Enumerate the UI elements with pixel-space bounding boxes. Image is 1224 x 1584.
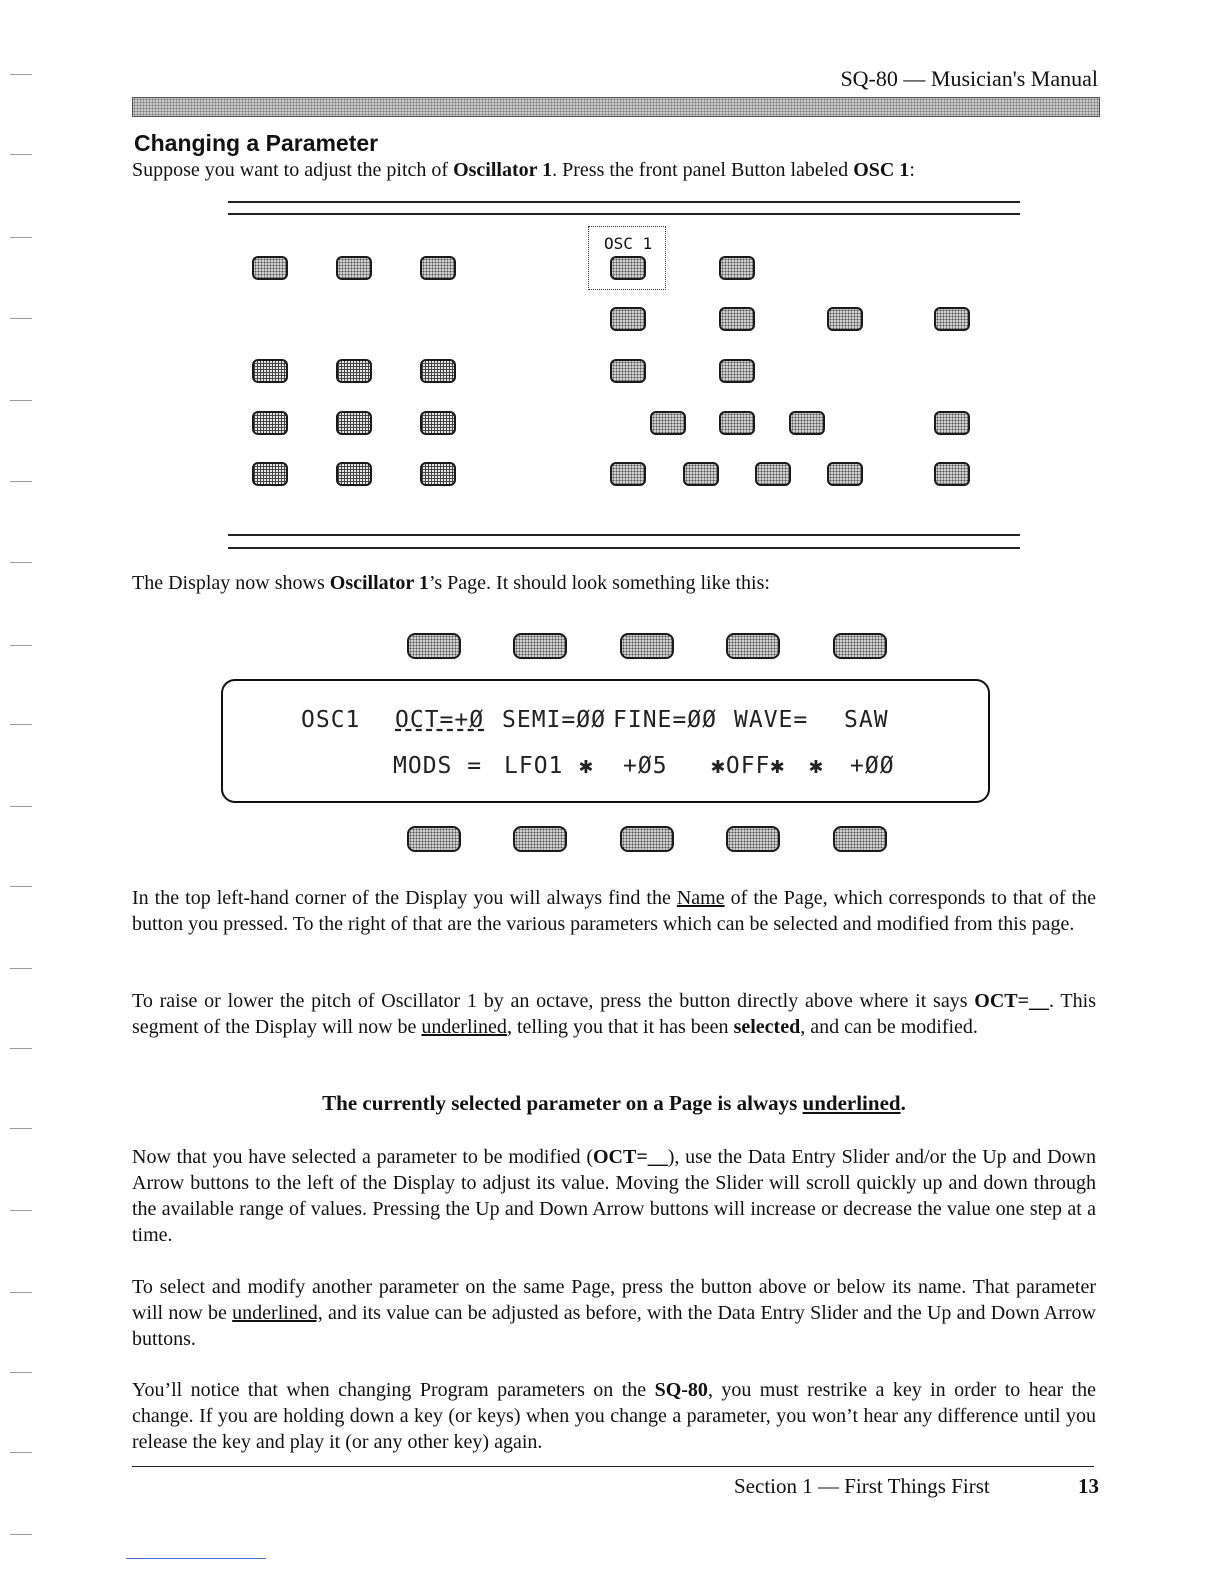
panel-button[interactable]: [252, 411, 288, 435]
margin-tick: [10, 562, 32, 563]
lcd-page-name: OSC1: [301, 707, 361, 733]
panel-button[interactable]: [252, 256, 288, 280]
display-soft-button-bottom[interactable]: [620, 826, 674, 852]
margin-tick: [10, 318, 32, 319]
panel-button[interactable]: [336, 359, 372, 383]
panel-button[interactable]: [336, 462, 372, 486]
lcd-oct-param: OCT=+Ø: [395, 707, 485, 733]
display-soft-button-bottom[interactable]: [513, 826, 567, 852]
lcd-mod-amount-1: +Ø5: [623, 753, 668, 779]
display-soft-button-bottom[interactable]: [833, 826, 887, 852]
display-soft-button-bottom[interactable]: [726, 826, 780, 852]
panel-top-rule-1: [228, 201, 1020, 203]
paragraph-restrike: You’ll notice that when changing Program parameters on the SQ-80, you must restrike a key in order to hear the change. If you are holding down a key (or keys) when you change a parameter, you won’t hear any difference until you release the key and play it (or any other key) again.: [132, 1379, 1096, 1453]
panel-button[interactable]: [934, 462, 970, 486]
panel-button[interactable]: [719, 307, 755, 331]
margin-tick: [10, 968, 32, 969]
panel-top-rule-2: [228, 213, 1020, 215]
lcd-mod-amount-2: +ØØ: [850, 753, 895, 779]
panel-button[interactable]: [336, 411, 372, 435]
page-number: 13: [1078, 1474, 1099, 1498]
paragraph-page-name: In the top left-hand corner of the Display you will always find the Name of the Page, which corresponds to that of the button you pressed. To the right of that are the various parameters which can be selected and modified from this page.: [132, 887, 1096, 935]
panel-button[interactable]: [420, 256, 456, 280]
paragraph-other-parameter: To select and modify another parameter on the same Page, press the button above or below its name. That parameter will now be underlined, and its value can be adjusted as before, with the Data Entry Slider and the Up and Down Arrow buttons.: [132, 1276, 1097, 1350]
paragraph-data-entry: Now that you have selected a parameter to be modified (OCT=__), use the Data Entry Slider and/or the Up and Down Arrow buttons to the left of the Display to adjust its value. Moving the Slider will scroll quickly up and down through the available range of values. Pressing the Up and Down Arrow buttons will increase or decrease the value one step at a time.: [132, 1146, 1097, 1246]
margin-tick: [10, 74, 32, 75]
panel-button[interactable]: [934, 411, 970, 435]
display-soft-button-top[interactable]: [407, 633, 461, 659]
osc1-button[interactable]: [610, 256, 646, 280]
lcd-display: [221, 679, 990, 803]
panel-bottom-rule-1: [228, 534, 1020, 536]
running-head: SQ-80 — Musician's Manual: [840, 66, 1098, 91]
panel-button[interactable]: [683, 462, 719, 486]
margin-tick: [10, 1372, 32, 1373]
lcd-wave-param: WAVE=: [734, 707, 809, 733]
intro-paragraph: Suppose you want to adjust the pitch of Oscillator 1. Press the front panel Button labeled OSC 1:: [132, 159, 915, 181]
panel-button[interactable]: [420, 411, 456, 435]
panel-button[interactable]: [719, 359, 755, 383]
panel-button[interactable]: [252, 462, 288, 486]
display-soft-button-top[interactable]: [620, 633, 674, 659]
margin-tick: [10, 1048, 32, 1049]
margin-tick: [10, 1210, 32, 1211]
panel-button[interactable]: [610, 462, 646, 486]
margin-tick: [10, 1292, 32, 1293]
paragraph-select-oct: To raise or lower the pitch of Oscillator 1 by an octave, press the button directly above where it says OCT=__. This segment of the Display will now be underlined, telling you that it has been selected, and can be modified.: [132, 990, 1096, 1038]
lcd-mod-source-1: LFO1: [504, 753, 564, 779]
panel-button[interactable]: [336, 256, 372, 280]
panel-button[interactable]: [827, 307, 863, 331]
display-soft-button-top[interactable]: [726, 633, 780, 659]
panel-button[interactable]: [719, 411, 755, 435]
margin-tick: [10, 1128, 32, 1129]
panel-button[interactable]: [610, 359, 646, 383]
lcd-mods-label: MODS =: [393, 753, 483, 779]
margin-tick: [10, 1452, 32, 1453]
lcd-wave-value: SAW: [844, 707, 889, 733]
display-intro-paragraph: The Display now shows Oscillator 1’s Page. It should look something like this:: [132, 572, 770, 594]
display-soft-button-bottom[interactable]: [407, 826, 461, 852]
display-soft-button-top[interactable]: [833, 633, 887, 659]
panel-button[interactable]: [610, 307, 646, 331]
panel-button[interactable]: [420, 359, 456, 383]
footer-section-title: Section 1 — First Things First: [734, 1474, 990, 1498]
panel-button[interactable]: [420, 462, 456, 486]
section-heading: Changing a Parameter: [134, 130, 379, 156]
margin-tick: [10, 724, 32, 725]
display-soft-button-top[interactable]: [513, 633, 567, 659]
panel-button[interactable]: [719, 256, 755, 280]
margin-tick: [10, 645, 32, 646]
bottom-edge-line: [126, 1558, 266, 1559]
header-bar: [132, 97, 1100, 117]
panel-button[interactable]: [827, 462, 863, 486]
panel-button[interactable]: [252, 359, 288, 383]
callout-note: The currently selected parameter on a Page is always underlined.: [322, 1091, 906, 1115]
lcd-fine-param: FINE=ØØ: [613, 707, 717, 733]
footer-rule: [132, 1466, 1094, 1467]
panel-button[interactable]: [934, 307, 970, 331]
lcd-star-icon: ✱: [809, 753, 824, 779]
osc1-label: OSC 1: [604, 234, 653, 253]
margin-tick: [10, 806, 32, 807]
lcd-semi-param: SEMI=ØØ: [502, 707, 606, 733]
panel-button[interactable]: [789, 411, 825, 435]
margin-tick: [10, 481, 32, 482]
panel-button[interactable]: [650, 411, 686, 435]
panel-bottom-rule-2: [228, 547, 1020, 549]
margin-tick: [10, 1534, 32, 1535]
lcd-star-icon: ✱: [579, 753, 594, 779]
lcd-mod-source-2: ✱OFF✱: [711, 753, 786, 779]
margin-tick: [10, 237, 32, 238]
margin-tick: [10, 886, 32, 887]
margin-tick: [10, 400, 32, 401]
margin-tick: [10, 154, 32, 155]
panel-button[interactable]: [755, 462, 791, 486]
